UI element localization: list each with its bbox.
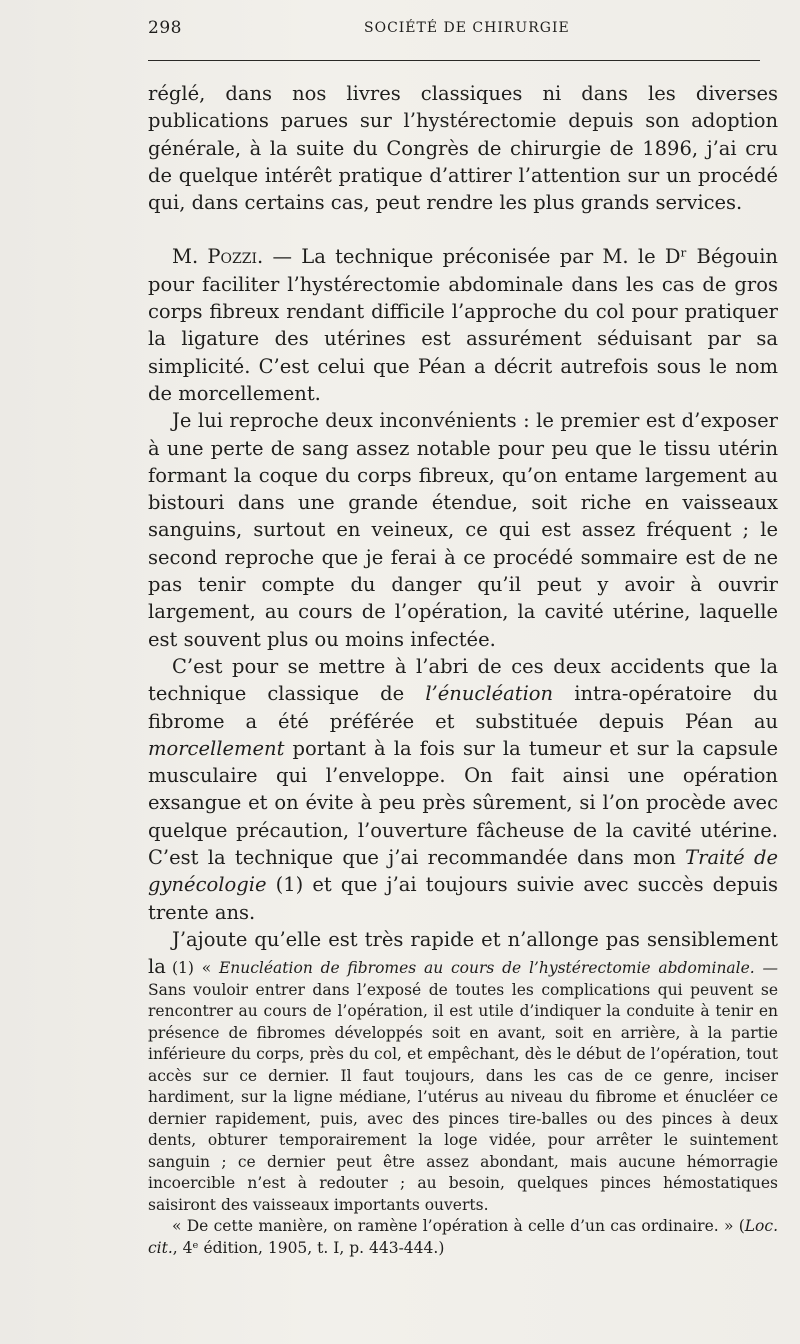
footnote-1: [148, 958, 778, 1216]
paragraph-continuation: réglé, dans nos livres classiques ni dans les diverses publications parues sur l’hystérectomie depuis son adoption générale, à la suite du Congrès de chirurgie de 1896, j’ai cru de quelque intérêt pratique d’attirer l’attention sur un procédé qui, dans certains cas, peut rendre les plus grands services.: [148, 82, 778, 215]
footnote-1-quote: [148, 1216, 778, 1259]
text-run: , 4ᵉ édition, 1905, t. I, p. 443-444.): [172, 1238, 445, 1257]
emphasis-traite: Traité de gynécologie: [148, 846, 778, 897]
speaker-name: M. Pozzi.: [172, 245, 264, 269]
page-header: [148, 18, 758, 44]
text-run: « De cette manière, on ramène l’opération à celle d’un cas ordinaire. » (: [172, 1217, 745, 1235]
footnote-text: Sans vouloir entrer dans l’exposé de toutes les complications qui peuvent se rencontrer au cours de l’opération, il est utile d’indiquer la conduite à tenir en présence de fibromes développés soit en avant, soit en arrière, à la partie inférieure du corps, près du col, et empêchant, dès le début de l’opération, tout accès sur ce dernier. Il faut toujours, dans les cas de ce genre, inciser hardiment, sur la ligne médiane, l’utérus au niveau du fibrome et énucléer ce dernier rapidement, puis, avec des pinces tire-balles ou des pinces à deux dents, obturer temporairement la loge vidée, pour arrêter le suintement sanguin ; ce dernier peut être assez abondant, mais aucune hémorragie incoercible n’est à redouter ; au besoin, quelques pinces hémostatiques saisiront des vaisseaux importants ouverts.: [148, 980, 778, 1214]
emphasis-morcellement: morcellement: [148, 736, 285, 760]
paragraph-inconvenients: Je lui reproche deux inconvénients : le premier est d’exposer à une perte de sang assez notable pour peu que le tissu utérin formant la coque du corps fibreux, qu’on entame largement au bistouri dans une grande étendue, soit riche en vaisseaux sanguins, surtout en veineux, ce qui est assez fréquent ; le second reproche que je ferai à ce procédé sommaire est de ne pas tenir compte du danger qu’il peut y avoir à ouvrir largement, au cours de l’opération, la cavité utérine, laquelle est souvent plus ou moins infectée.: [148, 409, 778, 651]
footnotes: [148, 958, 778, 1259]
text-run: C’est pour se mettre à l’abri de ces deux accidents que la technique classique de: [148, 654, 778, 706]
citation-loc-cit: Loc. cit.: [148, 1217, 778, 1257]
emphasis-enucleation: l’énucléation: [425, 682, 554, 706]
text-run: portant à la fois sur la tumeur et sur la capsule musculaire qui l’enveloppe. On fait ainsi une opération exsangue et on évite à peu près sûrement, si l’on procède avec quelque précaution, l’ouverture fâcheuse de la cavité utérine. C’est la technique que j’ai recommandée dans mon: [148, 736, 778, 870]
text-run: (1) et que j’ai toujours suivie avec succès depuis trente ans.: [148, 873, 778, 924]
paragraph-final: J’ajoute qu’elle est très rapide et n’allonge pas sensiblement la: [148, 927, 778, 979]
page-number: 298: [148, 18, 182, 38]
header-rule: [148, 60, 760, 61]
footnote-title: Enucléation de fibromes au cours de l’hystérectomie abdominale. —: [218, 959, 778, 977]
footnote-marker: (1) «: [172, 959, 219, 977]
running-head: SOCIÉTÉ DE CHIRURGIE: [364, 20, 570, 36]
body-text: [148, 80, 778, 981]
paragraph-pozzi: [148, 243, 778, 407]
paragraph-technique: [148, 653, 778, 926]
paragraph-pozzi-text: — La technique préconisée par M. le Dʳ Bégouin pour faciliter l’hystérectomie abdominale dans les cas de gros corps fibreux rendant difficile l’approche du col pour pratiquer la ligature des utérines est assurément séduisant par sa simplicité. C’est celui que Péan a décrit autrefois sous le nom de morcellement.: [148, 245, 778, 405]
text-run: intra-opératoire du fibrome a été préférée et substituée depuis Péan au: [148, 682, 778, 733]
